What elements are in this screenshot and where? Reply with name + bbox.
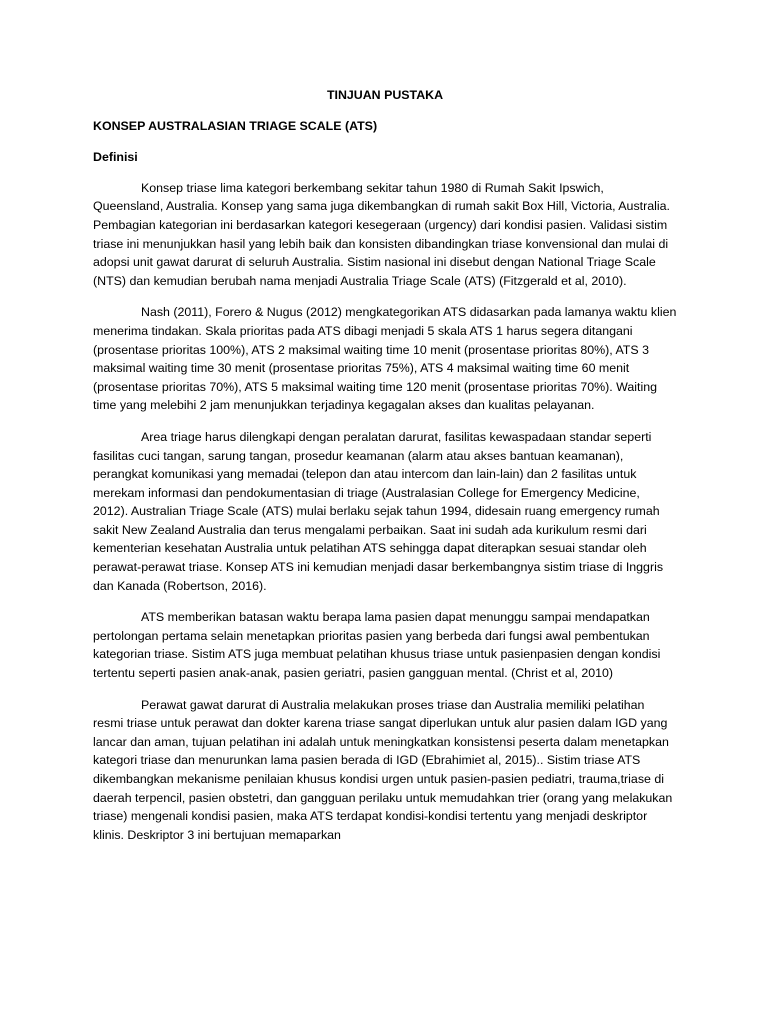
paragraph-5: Perawat gawat darurat di Australia melakukan proses triase dan Australia memiliki pelatihan resmi triase untuk perawat dan dokter karena triase sangat diperlukan untuk alur pasien dalam IGD yang lancar dan aman, tujuan pelatihan ini adalah untuk meningkatkan konsistensi peserta dalam menetapkan kategori triase dan menurunkan lama pasien berada di IGD (Ebrahimiet al, 2015).. Sistim triase ATS dikembangkan mekanisme penilaian khusus kondisi urgen untuk pasien-pasien pediatri, trauma,triase di daerah terpencil, pasien obstetri, dan gangguan perilaku untuk memudahkan trier (orang yang melakukan triase) mengenali kondisi pasien, maka ATS terdapat kondisi-kondisi tertentu yang menjadi deskriptor klinis. Deskriptor 3 ini bertujuan memaparkan [93, 697, 673, 842]
paragraph-3: Area triage harus dilengkapi dengan peralatan darurat, fasilitas kewaspadaan standar seperti fasilitas cuci tangan, sarung tangan, prosedur keamanan (alarm atau akses bantuan keamanan), perangkat komunikasi yang memadai (telepon dan atau intercom dan lain-lain) dan 2 fasilitas untuk merekam informasi dan pendokumentasian di triage (Australasian College for Emergency Medicine, 2012). Australian Triage Scale (ATS) mulai berlaku sejak tahun 1994, didesain ruang emergency rumah sakit New Zealand Australia dan terus mengalami perbaikan. Saat ini sudah ada kurikulum resmi dari kementerian kesehatan Australia untuk pelatihan ATS sehingga dapat diterapkan sesuai standar oleh perawat-perawat triase. Konsep ATS ini kemudian menjadi dasar berkembangnya sistim triase di Inggris dan Kanada (Robertson, 2016). [93, 429, 664, 593]
document-title: TINJUAN PUSTAKA [326, 88, 444, 102]
paragraph-1: Konsep triase lima kategori berkembang sekitar tahun 1980 di Rumah Sakit Ipswich, Queensland, Australia. Konsep yang sama juga dikembangkan di rumah sakit Box Hill, Victoria, Australia. Pembagian kategorian ini berdasarkan kategori kesegeraan (urgency) dari kondisi pasien. Validasi sistim triase ini menunjukkan hasil yang lebih baik dan konsisten dibandingkan triase konvensional dan mulai di adopsi unit gawat darurat di seluruh Australia. Sistim nasional ini disebut dengan National Triage Scale (NTS) dan kemudian berubah nama menjadi Australia Triage Scale (ATS) (Fitzgerald et al, 2010). [93, 180, 670, 288]
paragraph-2: Nash (2011), Forero & Nugus (2012) mengkategorikan ATS didasarkan pada lamanya waktu klien menerima tindakan. Skala prioritas pada ATS dibagi menjadi 5 skala ATS 1 harus segera ditangani (prosentase prioritas 100%), ATS 2 maksimal waiting time 10 menit (prosentase prioritas 80%), ATS 3 maksimal waiting time 30 menit (prosentase prioritas 75%), ATS 4 maksimal waiting time 60 menit (prosentase prioritas 70%), ATS 5 maksimal waiting time 120 menit (prosentase prioritas 70%). Waiting time yang melebihi 2 jam menunjukkan terjadinya kegagalan akses dan kualitas pelayanan. [93, 305, 677, 413]
sub-heading-definisi: Definisi [93, 150, 138, 165]
paragraph-4: ATS memberikan batasan waktu berapa lama pasien dapat menunggu sampai mendapatkan pertolongan pertama selain menetapkan prioritas pasien yang berbeda dari fungsi awal pembentukan kategorian triase. Sistim ATS juga membuat pelatihan khusus triase untuk pasienpasien dengan kondisi tertentu seperti pasien anak-anak, pasien geriatri, pasien gangguan mental. (Christ et al, 2010) [93, 610, 661, 681]
section-heading: KONSEP AUSTRALASIAN TRIAGE SCALE (ATS) [93, 118, 378, 133]
document-content [93, 86, 677, 844]
